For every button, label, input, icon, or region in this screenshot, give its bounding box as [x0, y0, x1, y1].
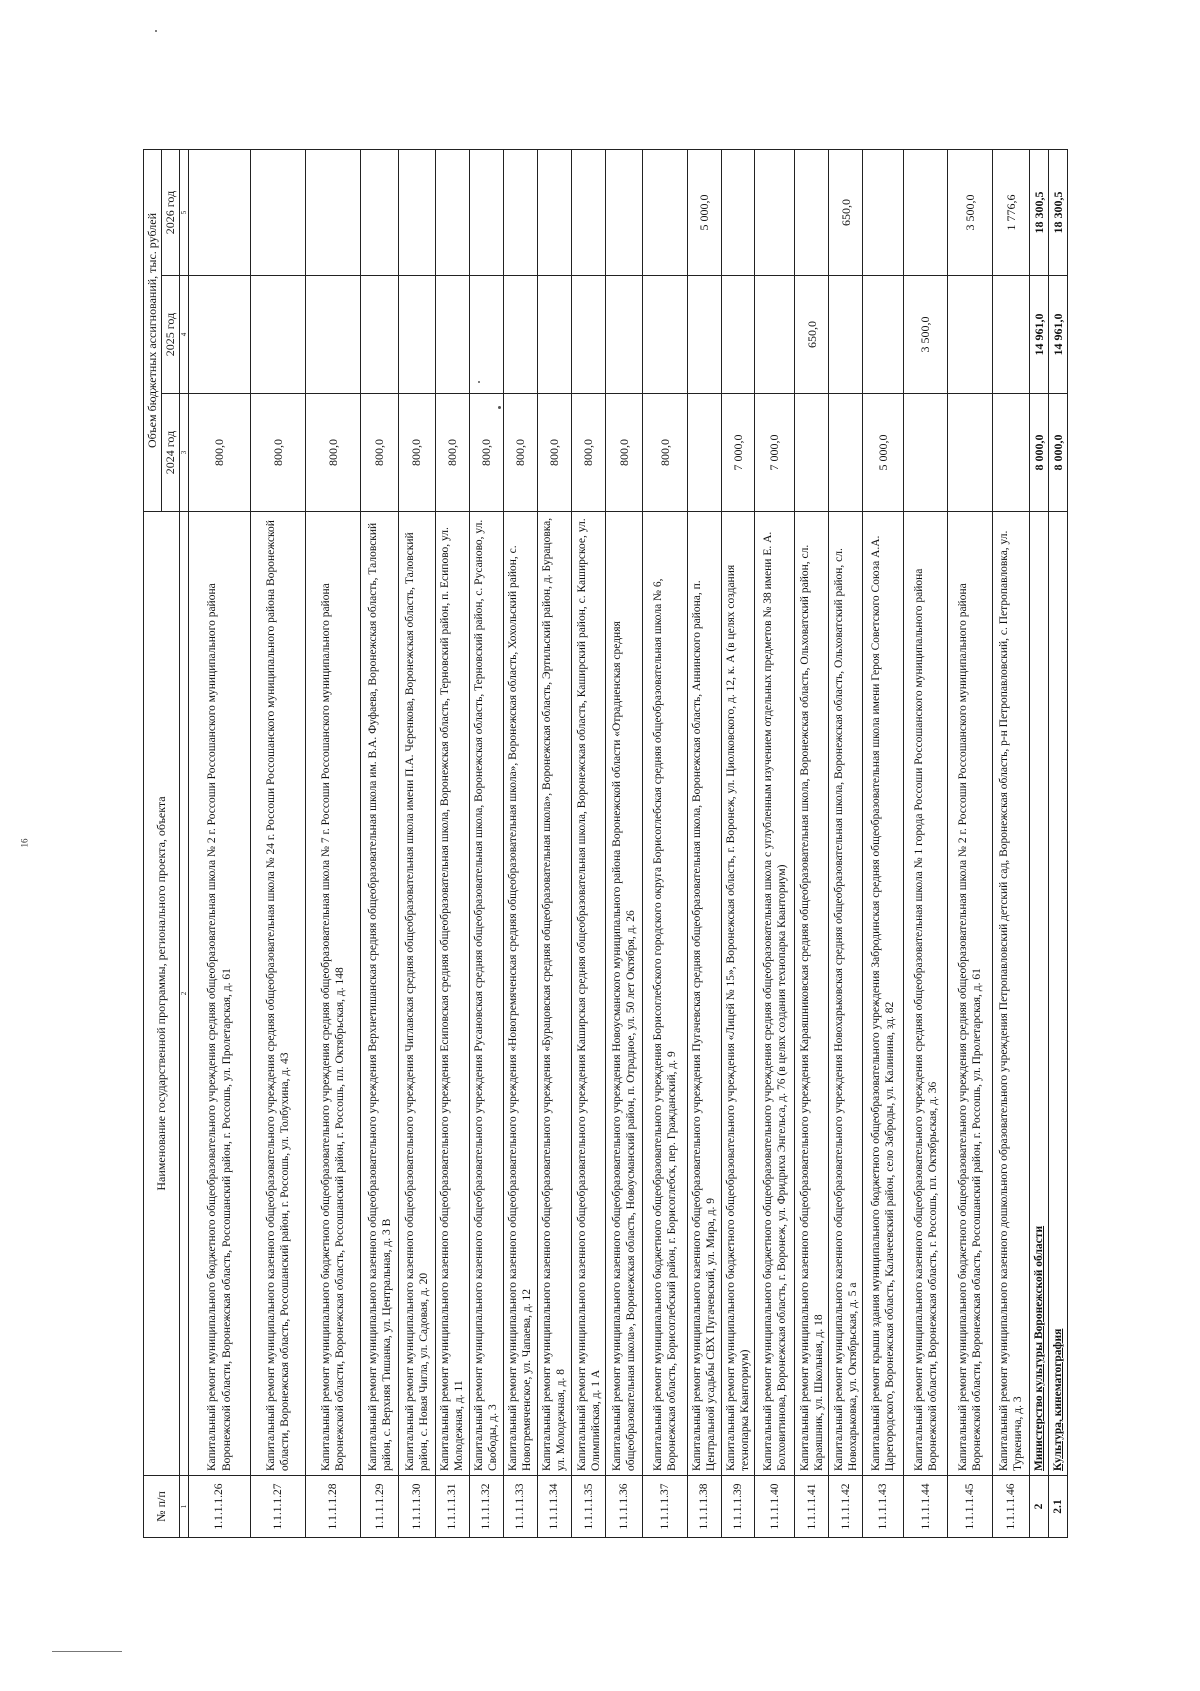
value-2025 — [435, 276, 469, 394]
value-2026 — [863, 149, 903, 275]
row-number: 1.1.1.1.43 — [863, 1476, 903, 1538]
object-name: Капитальный ремонт муниципального казенного общеобразовательного учреждения Каширская средняя общеобразовательная школа, Воронежская область, Каширский район, с. Каширское, ул. Олимпийская, д. 1 А — [572, 512, 606, 1476]
value-2026: 5 000,0 — [687, 149, 721, 275]
value-2026 — [361, 149, 398, 275]
header-year-2025: 2025 год — [162, 276, 180, 394]
value-2026 — [435, 149, 469, 275]
object-name: Капитальный ремонт муниципального казенного общеобразовательного учреждения «Бурацовская средняя общеобразовательная школа», Воронежская область, Эртильский район, д. Бурацовка, ул. Молодежная, д. 8 — [537, 512, 571, 1476]
document-table-area — [143, 150, 1068, 1538]
value-2024 — [687, 394, 721, 512]
value-2024: 800,0 — [537, 394, 571, 512]
value-2025 — [398, 276, 435, 394]
table-row — [829, 149, 863, 1537]
row-number: 1.1.1.1.30 — [398, 1476, 435, 1538]
value-2024: 7 000,0 — [754, 394, 794, 512]
value-2026 — [537, 149, 571, 275]
object-name: Капитальный ремонт муниципального казенного общеобразовательного учреждения средняя общеобразовательная школа № 24 г. Россоши Россошанского муниципального района Воронежской области, Воронежская область, Россошанский район, г. Россошь, ул. Толбухина, д. 43 — [250, 512, 305, 1476]
value-2025 — [572, 276, 606, 394]
table-row — [863, 149, 903, 1537]
page-number: 16 — [19, 838, 30, 848]
total-2026: 18 300,5 — [1049, 149, 1068, 275]
row-number: 1.1.1.1.45 — [948, 1476, 993, 1538]
total-number: 2 — [1030, 1476, 1049, 1538]
value-2025: 3 500,0 — [903, 276, 948, 394]
value-2025 — [250, 276, 305, 394]
scan-speck — [155, 30, 157, 32]
value-2024: 800,0 — [250, 394, 305, 512]
value-2026 — [643, 149, 688, 275]
row-number: 1.1.1.1.38 — [687, 1476, 721, 1538]
table-row — [250, 149, 305, 1537]
budget-table — [143, 149, 1068, 1538]
value-2025 — [993, 276, 1030, 394]
row-number: 1.1.1.1.46 — [993, 1476, 1030, 1538]
value-2025 — [829, 276, 863, 394]
value-2024: 800,0 — [606, 394, 643, 512]
object-name: Капитальный ремонт муниципального казенного общеобразовательного учреждения Верхнетишанская средняя общеобразовательная школа им. В.А. Фуфаева, Воронежская область, Таловский район, с. Верхняя Тишанка, ул. Центральная, д. 3 В — [361, 512, 398, 1476]
value-2024: 5 000,0 — [863, 394, 903, 512]
column-number: 4 — [179, 276, 189, 394]
value-2025 — [503, 276, 537, 394]
total-row — [1049, 149, 1068, 1537]
table-row — [754, 149, 794, 1537]
row-number: 1.1.1.1.28 — [306, 1476, 361, 1538]
object-name: Капитальный ремонт муниципального казенного дошкольного образовательного учреждения Петропавловский детский сад, Воронежская область, р-н Петропавловский, с. Петропавловка, ул. Туркенича, д. 3 — [993, 512, 1030, 1476]
object-name: Капитальный ремонт муниципального казенного общеобразовательного учреждения Чиглавская средняя общеобразовательная школа имени П.А. Черенкова, Воронежская область, Таловский район, с. Новая Чигла, ул. Садовая, д. 20 — [398, 512, 435, 1476]
value-2026 — [572, 149, 606, 275]
value-2024: 800,0 — [572, 394, 606, 512]
object-name: Капитальный ремонт муниципального бюджетного общеобразовательного учреждения Борисоглебского городского округа Борисоглебская средняя общеобразовательная школа № 6, Воронежская область, Борисоглебский район, г. Борисоглебск, пер. Гражданский, д. 9 — [643, 512, 688, 1476]
rotated-table-container — [143, 150, 1068, 1538]
header-year-2024: 2024 год — [162, 394, 180, 512]
table-row — [993, 149, 1030, 1537]
row-number: 1.1.1.1.35 — [572, 1476, 606, 1538]
value-2024: 800,0 — [503, 394, 537, 512]
value-2025 — [306, 276, 361, 394]
object-name: Капитальный ремонт крыши здания муниципального бюджетного общеобразовательного учреждения Забродинская средняя общеобразовательная школа имени Героя Советского Союза А.А. Царегородского, Воронежская область, Калачеевский район, село Заброды, ул. Калинина, зд. 82 — [863, 512, 903, 1476]
object-name: Капитальный ремонт муниципального казенного общеобразовательного учреждения средняя общеобразовательная школа № 1 города Россоши Россошанского муниципального района Воронежской области, Воронежская область, г. Россошь, пл. Октябрьская, д. 36 — [903, 512, 948, 1476]
total-2025: 14 961,0 — [1030, 276, 1049, 394]
total-name: Культура, кинематография — [1049, 512, 1068, 1476]
object-name: Капитальный ремонт муниципального бюджетного общеобразовательного учреждения средняя общеобразовательная школа № 7 г. Россоши Россошанского муниципального района Воронежской области, Воронежская область, Россошанский район, г. Россошь, пл. Октябрьская, д. 148 — [306, 512, 361, 1476]
value-2025: 650,0 — [795, 276, 829, 394]
table-row — [572, 149, 606, 1537]
object-name: Капитальный ремонт муниципального бюджетного общеобразовательного учреждения средняя общеобразовательная школа № 2 г. Россоши Россошанского муниципального района Воронежской области, Воронежская область, Россошанский район, г. Россошь, ул. Пролетарская, д. 61 — [948, 512, 993, 1476]
object-name: Капитальный ремонт муниципального казенного общеобразовательного учреждения Есиповская средняя общеобразовательная школа, Воронежская область, Терновский район, п. Есипово, ул. Молодежная, д. 11 — [435, 512, 469, 1476]
value-2025 — [469, 276, 503, 394]
object-name: Капитальный ремонт муниципального бюджетного общеобразовательного учреждения «Лицей № 15», Воронежская область, г. Воронеж, ул. Циолковского, д. 12, к. А (в целях создания технопарка Кванториум) — [721, 512, 754, 1476]
row-number: 1.1.1.1.34 — [537, 1476, 571, 1538]
value-2024: 7 000,0 — [721, 394, 754, 512]
value-2024: 800,0 — [189, 394, 251, 512]
value-2024: 800,0 — [306, 394, 361, 512]
value-2026 — [721, 149, 754, 275]
total-row — [1030, 149, 1049, 1537]
table-row — [606, 149, 643, 1537]
table-row — [903, 149, 948, 1537]
table-row — [189, 149, 251, 1537]
header-budget: Объем бюджетных ассигнований, тыс. рублей — [144, 149, 162, 511]
value-2024: 800,0 — [469, 394, 503, 512]
table-body — [189, 149, 1068, 1537]
scan-edge-line — [52, 1651, 122, 1652]
total-number: 2.1 — [1049, 1476, 1068, 1538]
row-number: 1.1.1.1.29 — [361, 1476, 398, 1538]
object-name: Капитальный ремонт муниципального бюджетного общеобразовательного учреждения средняя общеобразовательная школа № 2 г. Россоши Россошанского муниципального района Воронежской области, Воронежская область, Россошанский район, г. Россошь, ул. Пролетарская, д. 61 — [189, 512, 251, 1476]
object-name: Капитальный ремонт муниципального казенного общеобразовательного учреждения Новохарьковская средняя общеобразовательная школа, Воронежская область, Ольховатский район, сл. Новохарьковка, ул. Октябрьская, д. 5 а — [829, 512, 863, 1476]
value-2024: 800,0 — [361, 394, 398, 512]
column-number: 2 — [179, 512, 189, 1476]
object-name: Капитальный ремонт муниципального казенного общеобразовательного учреждения Новоусманского муниципального района Воронежской области «Отрадненская средняя общеобразовательная школа», Воронежская область, Новоусманский район, п. Отрадное, ул. 50 лет Октября, д. 26 — [606, 512, 643, 1476]
object-name: Капитальный ремонт муниципального бюджетного общеобразовательного учреждения средняя общеобразовательная школа с углубленным изучением отдельных предметов № 38 имени Е. А. Болховитинова, Воронежская область, г. Воронеж, ул. Фридриха Энгельса, д. 76 (в целях создания технопарка Кванториум) — [754, 512, 794, 1476]
row-number: 1.1.1.1.40 — [754, 1476, 794, 1538]
total-2024: 8 000,0 — [1049, 394, 1068, 512]
table-row — [687, 149, 721, 1537]
value-2026: 650,0 — [829, 149, 863, 275]
column-number: 1 — [179, 1476, 189, 1538]
value-2024 — [948, 394, 993, 512]
value-2026 — [606, 149, 643, 275]
table-row — [361, 149, 398, 1537]
value-2024 — [993, 394, 1030, 512]
header-name: Наименование государственной программы, регионального проекта, объекта — [144, 512, 180, 1476]
object-name: Капитальный ремонт муниципального казенного общеобразовательного учреждения Караяшниковская средняя общеобразовательная школа, Воронежская область, Ольховатский район, сл. Караяшник, ул. Школьная, д. 18 — [795, 512, 829, 1476]
value-2026: 1 776,6 — [993, 149, 1030, 275]
total-2025: 14 961,0 — [1049, 276, 1068, 394]
total-name: Министерство культуры Воронежской области — [1030, 512, 1049, 1476]
value-2025 — [863, 276, 903, 394]
value-2026 — [503, 149, 537, 275]
column-number: 5 — [179, 149, 189, 275]
value-2025 — [606, 276, 643, 394]
value-2025 — [687, 276, 721, 394]
value-2025 — [189, 276, 251, 394]
value-2024: 800,0 — [435, 394, 469, 512]
value-2026 — [469, 149, 503, 275]
table-row — [503, 149, 537, 1537]
row-number: 1.1.1.1.36 — [606, 1476, 643, 1538]
value-2026 — [189, 149, 251, 275]
value-2024: 800,0 — [398, 394, 435, 512]
row-number: 1.1.1.1.26 — [189, 1476, 251, 1538]
value-2026 — [306, 149, 361, 275]
table-row — [721, 149, 754, 1537]
value-2026 — [903, 149, 948, 275]
value-2025 — [361, 276, 398, 394]
value-2025 — [721, 276, 754, 394]
object-name: Капитальный ремонт муниципального казенного общеобразовательного учреждения Пугачевская средняя общеобразовательная школа, Воронежская область, Аннинского района, п. Центральной усадьбы СВХ Пугачевский, ул. Мира, д. 9 — [687, 512, 721, 1476]
table-row — [643, 149, 688, 1537]
row-number: 1.1.1.1.32 — [469, 1476, 503, 1538]
row-number: 1.1.1.1.27 — [250, 1476, 305, 1538]
object-name: Капитальный ремонт муниципального казенного общеобразовательного учреждения Русановская средняя общеобразовательная школа, Воронежская область, Терновский район, с. Русаново, ул. Свободы, д. 3 — [469, 512, 503, 1476]
row-number: 1.1.1.1.42 — [829, 1476, 863, 1538]
total-2024: 8 000,0 — [1030, 394, 1049, 512]
value-2025 — [537, 276, 571, 394]
table-row — [435, 149, 469, 1537]
header-num: № п/п — [144, 1476, 180, 1538]
value-2024: 800,0 — [643, 394, 688, 512]
value-2025 — [643, 276, 688, 394]
table-row — [948, 149, 993, 1537]
value-2026 — [754, 149, 794, 275]
row-number: 1.1.1.1.39 — [721, 1476, 754, 1538]
table-row — [306, 149, 361, 1537]
column-number: 3 — [179, 394, 189, 512]
row-number: 1.1.1.1.41 — [795, 1476, 829, 1538]
value-2024 — [795, 394, 829, 512]
value-2024 — [829, 394, 863, 512]
value-2025 — [948, 276, 993, 394]
value-2026 — [250, 149, 305, 275]
value-2026 — [398, 149, 435, 275]
table-row — [795, 149, 829, 1537]
row-number: 1.1.1.1.37 — [643, 1476, 688, 1538]
table-row — [398, 149, 435, 1537]
value-2025 — [754, 276, 794, 394]
object-name: Капитальный ремонт муниципального казенного общеобразовательного учреждения «Новогремяченская средняя общеобразовательная школа», Воронежская область, Хохольский район, с. Новогремяченское, ул. Чапаева, д. 12 — [503, 512, 537, 1476]
total-2026: 18 300,5 — [1030, 149, 1049, 275]
value-2026: 3 500,0 — [948, 149, 993, 275]
row-number: 1.1.1.1.31 — [435, 1476, 469, 1538]
header-year-2026: 2026 год — [162, 149, 180, 275]
value-2026 — [795, 149, 829, 275]
table-row — [469, 149, 503, 1537]
row-number: 1.1.1.1.44 — [903, 1476, 948, 1538]
table-row — [537, 149, 571, 1537]
value-2024 — [903, 394, 948, 512]
row-number: 1.1.1.1.33 — [503, 1476, 537, 1538]
